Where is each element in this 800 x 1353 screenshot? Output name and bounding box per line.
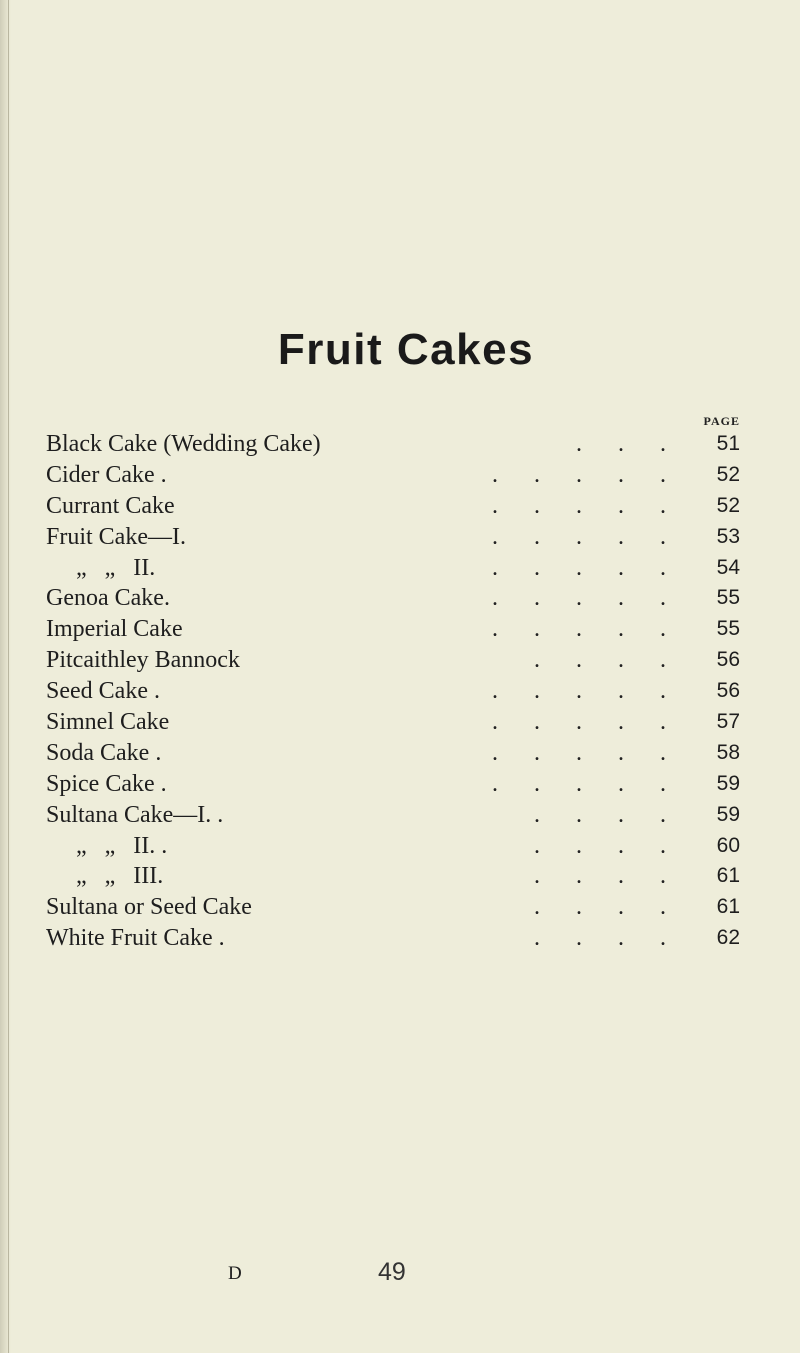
entry-leader-dots: . . . . . (492, 678, 666, 705)
entry-page-number: 59 (716, 771, 740, 795)
entry-page-number: 54 (716, 555, 740, 579)
index-entry (46, 738, 740, 769)
entry-leader-dots: . . . . . (492, 461, 666, 488)
entry-leader-dots: . . . (576, 431, 666, 457)
entry-page-number: 61 (716, 895, 740, 919)
entry-name: Pitcaithley Bannock (46, 647, 240, 674)
entry-name: Currant Cake (46, 492, 175, 519)
entry-name: Seed Cake . (46, 678, 160, 705)
entry-page-number: 55 (716, 586, 740, 610)
entry-leader-dots: . . . . (534, 647, 666, 674)
entry-name-ditto: „ „ II. (76, 554, 156, 581)
entry-name-ditto: „ „ II. . (76, 832, 168, 859)
entry-name: Sultana or Seed Cake (46, 894, 252, 921)
entry-leader-dots: . . . . (534, 863, 666, 890)
entry-page-number: 61 (716, 864, 740, 888)
entry-leader-dots: . . . . (534, 925, 666, 952)
entry-page-number: 57 (716, 710, 740, 734)
entry-leader-dots: . . . . . (492, 523, 666, 550)
entry-leader-dots: . . . . . (492, 554, 666, 581)
entry-leader-dots: . . . . . (492, 492, 666, 519)
entry-page-number: 52 (716, 493, 740, 517)
index-entry (46, 676, 740, 707)
entry-page-number: 59 (716, 802, 740, 826)
page-edge-line (8, 0, 9, 1353)
entry-name: Soda Cake . (46, 739, 162, 766)
entry-leader-dots: . . . . . (492, 739, 666, 766)
entry-leader-dots: . . . . (534, 832, 666, 859)
index-entry (46, 522, 740, 553)
page-edge-shadow (0, 0, 11, 1353)
page-title: Fruit Cakes (277, 325, 535, 374)
entry-page-number: 52 (716, 462, 740, 486)
entry-leader-dots: . . . . (534, 894, 666, 921)
page-column-heading: PAGE (703, 414, 740, 428)
entry-name: Genoa Cake. (46, 585, 170, 612)
index-entry (46, 429, 740, 460)
index-entry (46, 645, 740, 676)
index-entry (46, 923, 740, 954)
index-entry (46, 831, 740, 862)
entry-page-number: 53 (716, 524, 740, 548)
entry-page-number: 56 (716, 648, 740, 672)
entry-page-number: 60 (716, 833, 740, 857)
index-entry (46, 583, 740, 614)
entry-page-number: 58 (716, 740, 740, 764)
entry-name-ditto: „ „ III. (76, 863, 164, 890)
index-entry (46, 707, 740, 738)
index-entry (46, 614, 740, 645)
index-entry (46, 892, 740, 923)
entry-name: Imperial Cake (46, 616, 183, 643)
entry-name: White Fruit Cake . (46, 925, 225, 952)
entry-leader-dots: . . . . . (492, 616, 666, 643)
entry-leader-dots: . . . . . (492, 709, 666, 736)
signature-mark: D (228, 1263, 242, 1284)
entry-page-number: 55 (716, 617, 740, 641)
entry-name: Black Cake (Wedding Cake) (46, 431, 321, 457)
index-entry (46, 769, 740, 800)
entry-page-number: 56 (716, 679, 740, 703)
entry-leader-dots: . . . . . (492, 585, 666, 612)
entry-leader-dots: . . . . (534, 801, 666, 828)
index-entry (46, 491, 740, 522)
recipe-index-list (46, 429, 740, 954)
page-number: 49 (378, 1258, 406, 1286)
entry-name: Cider Cake . (46, 461, 167, 488)
index-entry (46, 800, 740, 831)
entry-leader-dots: . . . . . (492, 770, 666, 797)
index-entry (46, 553, 740, 584)
index-entry (46, 861, 740, 892)
entry-name: Sultana Cake—I. . (46, 801, 224, 828)
index-entry (46, 460, 740, 491)
entry-name: Spice Cake . (46, 770, 167, 797)
entry-name: Simnel Cake (46, 709, 170, 736)
entry-name: Fruit Cake—I. (46, 523, 186, 550)
entry-page-number: 62 (716, 926, 740, 950)
entry-page-number: 51 (716, 432, 740, 455)
